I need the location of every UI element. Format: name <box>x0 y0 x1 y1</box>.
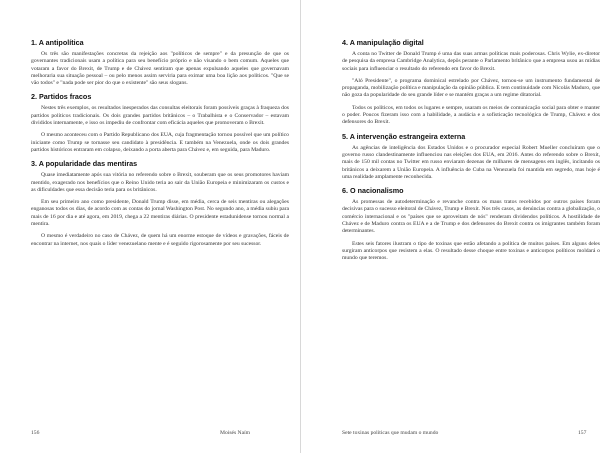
paragraph: Os três são manifestações concretas da rejeição aos "políticos de sempre" e da presunção de que os governantes tradicionais usam a política para seu benefício próprio e não visando o bem comum. Aqueles que votaram a favor do Brexit, de Trump e de Chávez sentiram que apenas expulsando aqueles que governavam melhoraria sua situação pessoal – ou pelo menos assim serviria para eximar uma boa lição aos políticos. "Que se vão todos" e "nada pode ser pior do que o existente" são seus slogans. <box>31 51 289 87</box>
right-page-text <box>342 38 600 268</box>
section-heading: 5. A intervenção estrangeira externa <box>342 131 466 141</box>
section-heading: 1. A antipolítica <box>31 38 84 47</box>
paragraph: As agências de inteligência dos Estados Unidos e o procurador especial Robert Mueller concluíram que o governo russo clandestinamente influenciou nas eleições dos EUA, em 2016. Antes do referendo sobre o Brexit, mais de 150 mil contas no Twitter em russo enviaram dezenas de milhares de mensagens em inglês, incitando os britânicos a deixarem a União Europeia. A influência de Cuba na Venezuela foi mantida em segredo, mas hoje é uma realidade amplamente reconhecida. <box>342 144 600 180</box>
page-number: 157 <box>578 430 587 436</box>
paragraph: Estes seis fatores ilustram o tipo de toxinas que estão afetando a política de muitos países. Em alguns deles surgiram anticorpos que resistem a elas. O resultado desse choque entre toxinas e anticorpos políticos moldará o mundo que teremos. <box>342 240 600 262</box>
paragraph: Todos os políticos, em todos os lugares e sempre, usaram os meios de comunicação social para obter e manter o poder. Poucos fizeram isso com a habilidade, a audácia e a sofisticação tecnológica de Trump, Chávez e dos defensores do Brexit. <box>342 104 600 126</box>
paragraph: O mesmo aconteceu com o Partido Republicano dos EUA, cuja fragmentação tornou possível que um político iniciante como Trump se tornasse seu candidato à presidência. E também na Venezuela, onde os dois grandes partidos históricos entraram em colapso, deixando a porta aberta para Chávez e, em seguida, para Maduro. <box>31 132 289 153</box>
section-popularidade-mentiras <box>31 159 289 248</box>
section-antipolitica <box>31 38 289 87</box>
section-intervencao-estrangeira <box>342 132 600 181</box>
section-heading: 2. Partidos fracos <box>31 92 92 102</box>
section-heading: 6. O nacionalismo <box>342 186 404 196</box>
paragraph: "Aló Presidente", o programa dominical estrelado por Chávez, tornou-se um instrumento fundamental de propaganda, mobilização política e manipulação da opinião pública. E tem continuidade com Nicolás Maduro, que não goza da popularidade do seu grande líder e se mantém graças a um regime ditatorial. <box>342 77 600 99</box>
section-nacionalismo <box>342 186 600 262</box>
paragraph: Quase imediatamente após sua vitória no referendo sobre o Brexit, souberam que os seus promotores haviam mentido, exagerado nos benefícios que o Reino Unido teria ao sair da União Europeia e minimizaram os custos e as dificuldades que essa decisão teria para os britânicos. <box>31 172 289 193</box>
section-heading: 3. A popularidade das mentiras <box>31 159 138 169</box>
paragraph: As promessas de autodeterminação e revanche contra os maus tratos recebidos por outros países foram decisivas para o sucesso eleitoral de Chávez, Trump e Brexit. Nos três casos, as denúncias contra a globalização, o comércio internacional e os "países que se aproveitam de nós" renderam dividendos políticos. A hostilidade de Chávez e de Maduro contra os EUA e a de Trump e dos defensores do Brexit contra os imigrantes também foram determinantes. <box>342 199 600 235</box>
left-page-text <box>31 38 289 253</box>
page-number: 156 <box>31 430 40 436</box>
paragraph: O mesmo é verdadeiro no caso de Chávez, de quem há um enorme estoque de vídeos e gravações, fáceis de encontrar na internet, nos quais o líder venezuelano mente e é seguido rigorosamente por seu sucessor. <box>31 233 289 247</box>
running-head-author: Moisés Naím <box>220 430 250 436</box>
paragraph: Em seu primeiro ano como presidente, Donald Trump disse, em média, cerca de seis mentiras ou alegações enganosas todos os dias, de acordo com as contas do jornal Washington Post. No segundo ano, a média subiu para mais de 16 por dia e até agora, em 2019, chega a 22 mentiras diárias. O presidente estadunidense tornou normal a mentira. <box>31 199 289 228</box>
paragraph: Nestes três exemplos, os resultados inesperados das consultas eleitorais foram possíveis graças à fraqueza dos partidos políticos tradicionais. Os dois grandes partidos britânicos – o Trabalhista e o Conservador – estavam divididos internamente, e isso os impediu de confrontar com eficácia aqueles que promoveram o Brexit. <box>31 105 289 127</box>
paragraph: A conta no Twitter de Donald Trump é uma das suas armas políticas mais poderosas. Chris Wylie, ex-diretor de pesquisa da empresa Cambridge Analytica, depôs perante o Parlamento britânico que a empresa usou as mídias sociais para influenciar o resultado do referendo em favor do Brexit. <box>342 51 600 72</box>
running-head-title: Sete toxinas políticas que mudam o mundo <box>342 430 439 436</box>
section-partidos-fracos <box>31 92 289 154</box>
section-manipulacao-digital <box>342 38 600 127</box>
section-heading: 4. A manipulação digital <box>342 38 424 47</box>
